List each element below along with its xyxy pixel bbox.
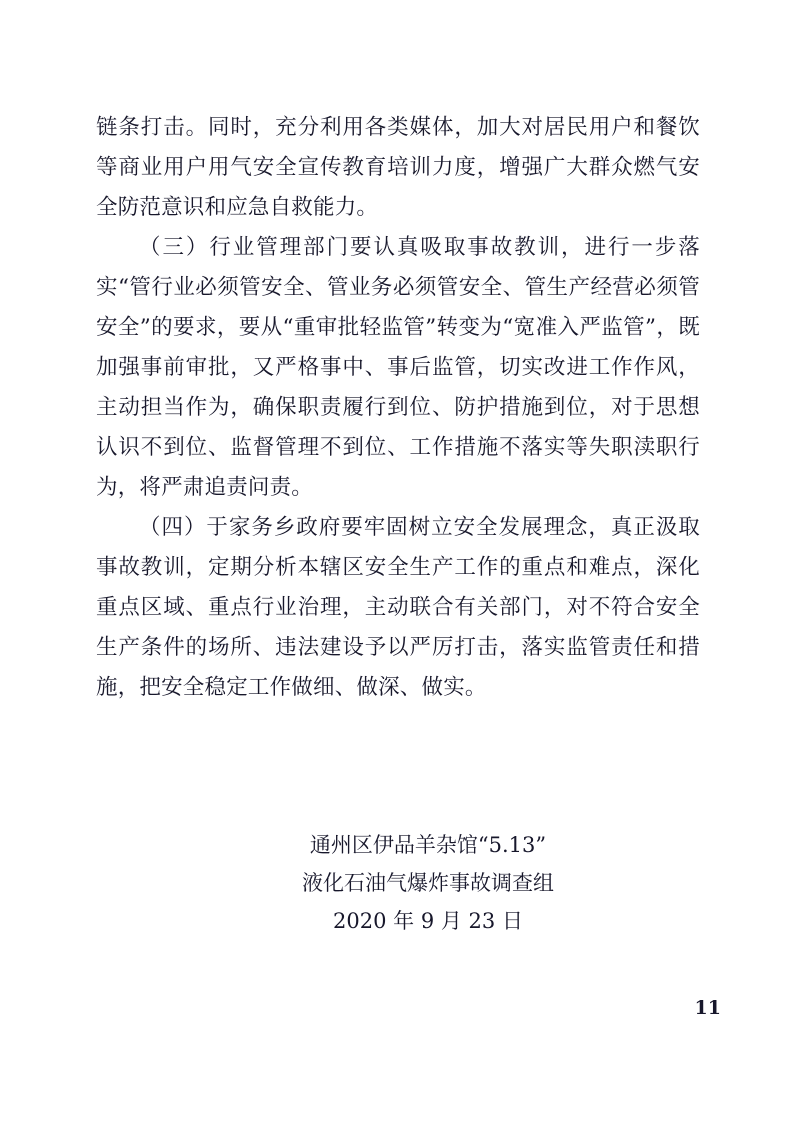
paragraph-item-three: （三）行业管理部门要认真吸取事故教训，进行一步落实“管行业必须管安全、管业务必须管安全、管生产经营必须管安全”的要求，要从“重审批轻监管”转变为“宽准入严监管”，既加强事前审批，又严格事中、事后监管，切实改进工作作风，主动担当作为，确保职责履行到位、防护措施到位，对于思想认识不到位、监督管理不到位、工作措施不落实等失职渎职行为，将严肃追责问责。: [96, 235, 700, 500]
document-body: [96, 108, 700, 940]
page-number: 11: [694, 997, 721, 1019]
signature-organization-line-2: 液化石油气爆炸事故调查组: [302, 871, 554, 895]
signature-block: [96, 826, 700, 940]
paragraph-item-four: （四）于家务乡政府要牢固树立安全发展理念，真正汲取事故教训，定期分析本辖区安全生产工作的重点和难点，深化重点区域、重点行业治理，主动联合有关部门，对不符合安全生产条件的场所、违法建设予以严厉打击，落实监管责任和措施，把安全稳定工作做细、做深、做实。: [96, 515, 700, 700]
signature-date: 2020 年 9 月 23 日: [333, 909, 523, 933]
paragraph-continuation: 链条打击。同时，充分利用各类媒体，加大对居民用户和餐饮等商业用户用气安全宣传教育培训力度，增强广大群众燃气安全防范意识和应急自救能力。: [96, 115, 700, 220]
signature-organization-line-1: 通州区伊品羊杂馆“5.13”: [309, 833, 547, 857]
signature-spacer: [96, 708, 700, 826]
